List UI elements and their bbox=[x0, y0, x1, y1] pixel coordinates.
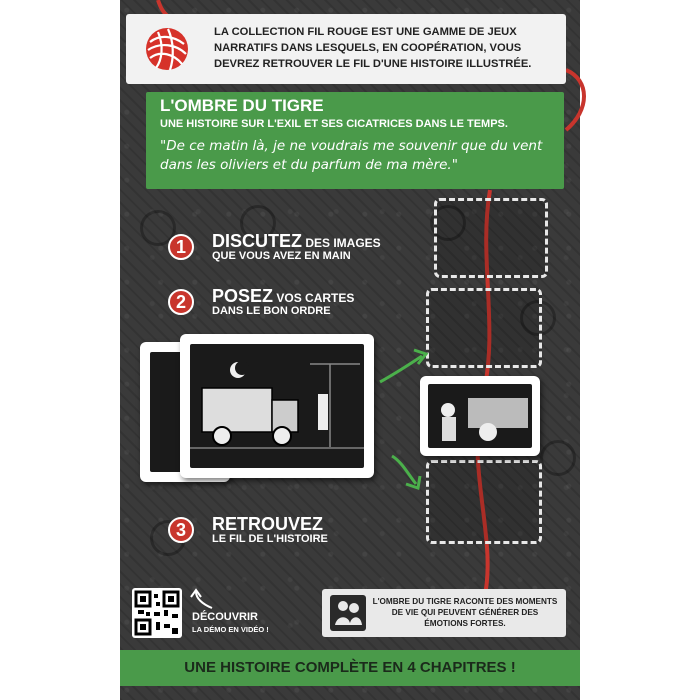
footer-bar bbox=[120, 650, 580, 686]
step-keyword: RETROUVEZ bbox=[212, 514, 324, 534]
step-keyword: DISCUTEZ bbox=[212, 231, 302, 251]
step-description: DANS LE BON ORDRE bbox=[212, 305, 331, 317]
step-number-badge: 1 bbox=[168, 234, 194, 260]
story-quote: "De ce matin là, je ne voudrais me souvenir que du vent dans les oliviers et du parfum de ma mère." bbox=[160, 138, 543, 173]
curved-arrow-icon bbox=[188, 588, 218, 612]
demo-link-sublabel: LA DÉMO EN VIDÉO ! bbox=[192, 625, 269, 634]
qr-code-icon[interactable] bbox=[132, 588, 182, 638]
step-description: QUE VOUS AVEZ EN MAIN bbox=[212, 250, 351, 262]
demo-link-label[interactable]: DÉCOUVRIR bbox=[192, 611, 259, 623]
emotion-hands-icon bbox=[330, 595, 366, 631]
step-title-rest: VOS CARTES bbox=[273, 291, 355, 305]
story-title: L'OMBRE DU TIGRE bbox=[160, 96, 324, 115]
step-number-badge: 2 bbox=[168, 289, 194, 315]
footer-tagline: UNE HISTOIRE COMPLÈTE EN 4 CHAPITRES ! bbox=[184, 659, 516, 676]
step-description: LE FIL DE L'HISTOIRE bbox=[212, 533, 328, 545]
emotion-warning-box bbox=[322, 589, 566, 637]
collection-intro-text: LA COLLECTION FIL ROUGE EST UNE GAMME DE JEUX NARRATIFS DANS LESQUELS, EN COOPÉRATION, VOUS DEVREZ RETROUVER LE FIL D'UNE HISTOIRE ILLUSTRÉE. bbox=[214, 26, 532, 70]
step-title-rest: DES IMAGES bbox=[302, 236, 381, 250]
step-keyword: POSEZ bbox=[212, 286, 274, 306]
step-number-badge: 3 bbox=[168, 517, 194, 543]
qr-code-pattern bbox=[132, 588, 182, 638]
emotion-warning-text: L'OMBRE DU TIGRE RACONTE DES MOMENTS DE VIE QUI PEUVENT GÉNÉRER DES ÉMOTIONS FORTES. bbox=[372, 597, 558, 628]
story-subtitle: UNE HISTOIRE SUR L'EXIL ET SES CICATRICES DANS LE TEMPS. bbox=[160, 118, 508, 130]
